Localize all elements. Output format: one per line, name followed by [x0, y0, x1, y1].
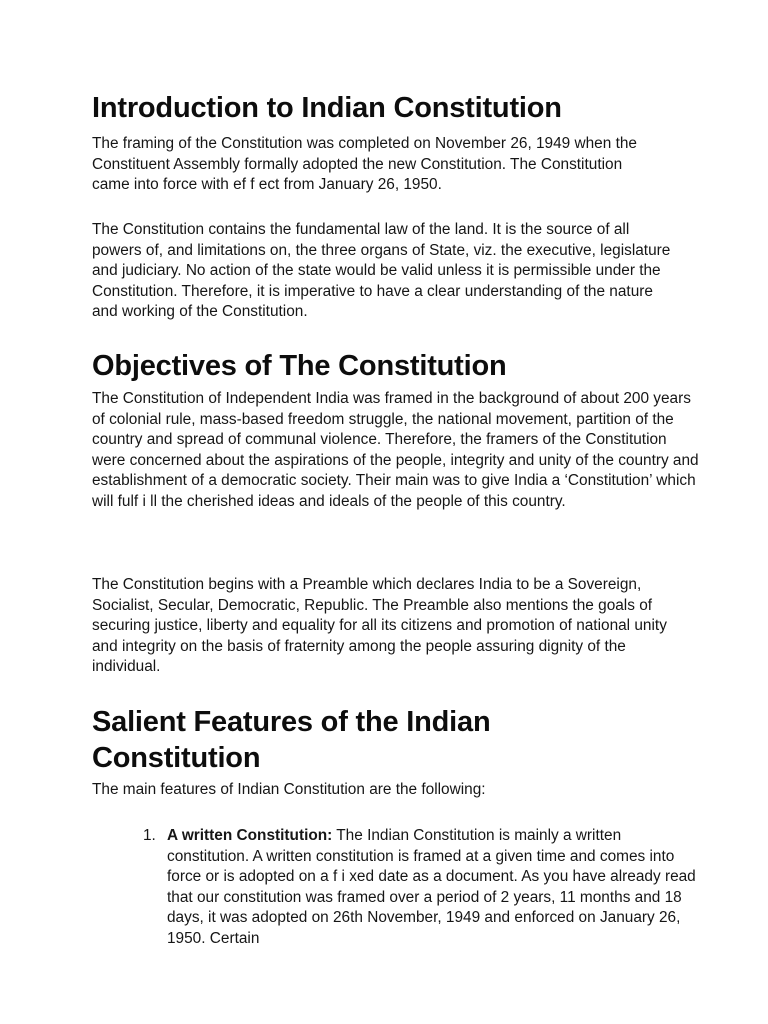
list-item-body [167, 826, 707, 949]
list-item-number: 1. [143, 827, 156, 844]
features-intro: The main features of Indian Constitution are the following: [92, 781, 486, 798]
objectives-paragraph-2: The Constitution begins with a Preamble which declares India to be a Sovereign, Socialist, Secular, Democratic, Republic. The Preamble also mentions the goals of securing justice, liberty and equality for all its citizens and promotion of national unity and integrity on the basis of fraternity among the people assuring dignity of the individual. [92, 576, 667, 675]
intro-paragraph-1: The framing of the Constitution was completed on November 26, 1949 when the Constituent Assembly formally adopted the new Constitution. The Constitution came into force with ef f ect from January 26, 1950. [92, 135, 637, 193]
heading-objectives: Objectives of The Constitution [92, 350, 507, 382]
list-item-title: A written Constitution: [167, 827, 333, 844]
list-item [143, 826, 713, 956]
objectives-paragraph-1: The Constitution of Independent India was framed in the background of about 200 years of colonial rule, mass-based freedom struggle, the national movement, partition of the country and spread of communal violence. Therefore, the framers of the Constitution were concerned about the aspirations of the people, integrity and unity of the country and establishment of a democratic society. Their main was to give India a ‘Constitution’ which will fulf i ll the cherished ideas and ideals of the people of this country. [92, 390, 699, 510]
intro-paragraph-2: The Constitution contains the fundamental law of the land. It is the source of all powers of, and limitations on, the three organs of State, viz. the executive, legislature and judiciary. No action of the state would be valid unless it is permissible under the Constitution. Therefore, it is imperative to have a clear understanding of the nature and working of the Constitution. [92, 221, 671, 320]
heading-features-line-1: Salient Features of the Indian [92, 706, 491, 738]
heading-introduction: Introduction to Indian Constitution [92, 92, 562, 124]
heading-features-line-2: Constitution [92, 742, 261, 774]
list-item-text: The Indian Constitution is mainly a written constitution. A written constitution is framed at a given time and comes into force or is adopted on a f i xed date as a document. As you have already read that our constitution was framed over a period of 2 years, 11 months and 18 days, it was adopted on 26th November, 1949 and enforced on January 26, 1950. Certain [167, 827, 696, 947]
